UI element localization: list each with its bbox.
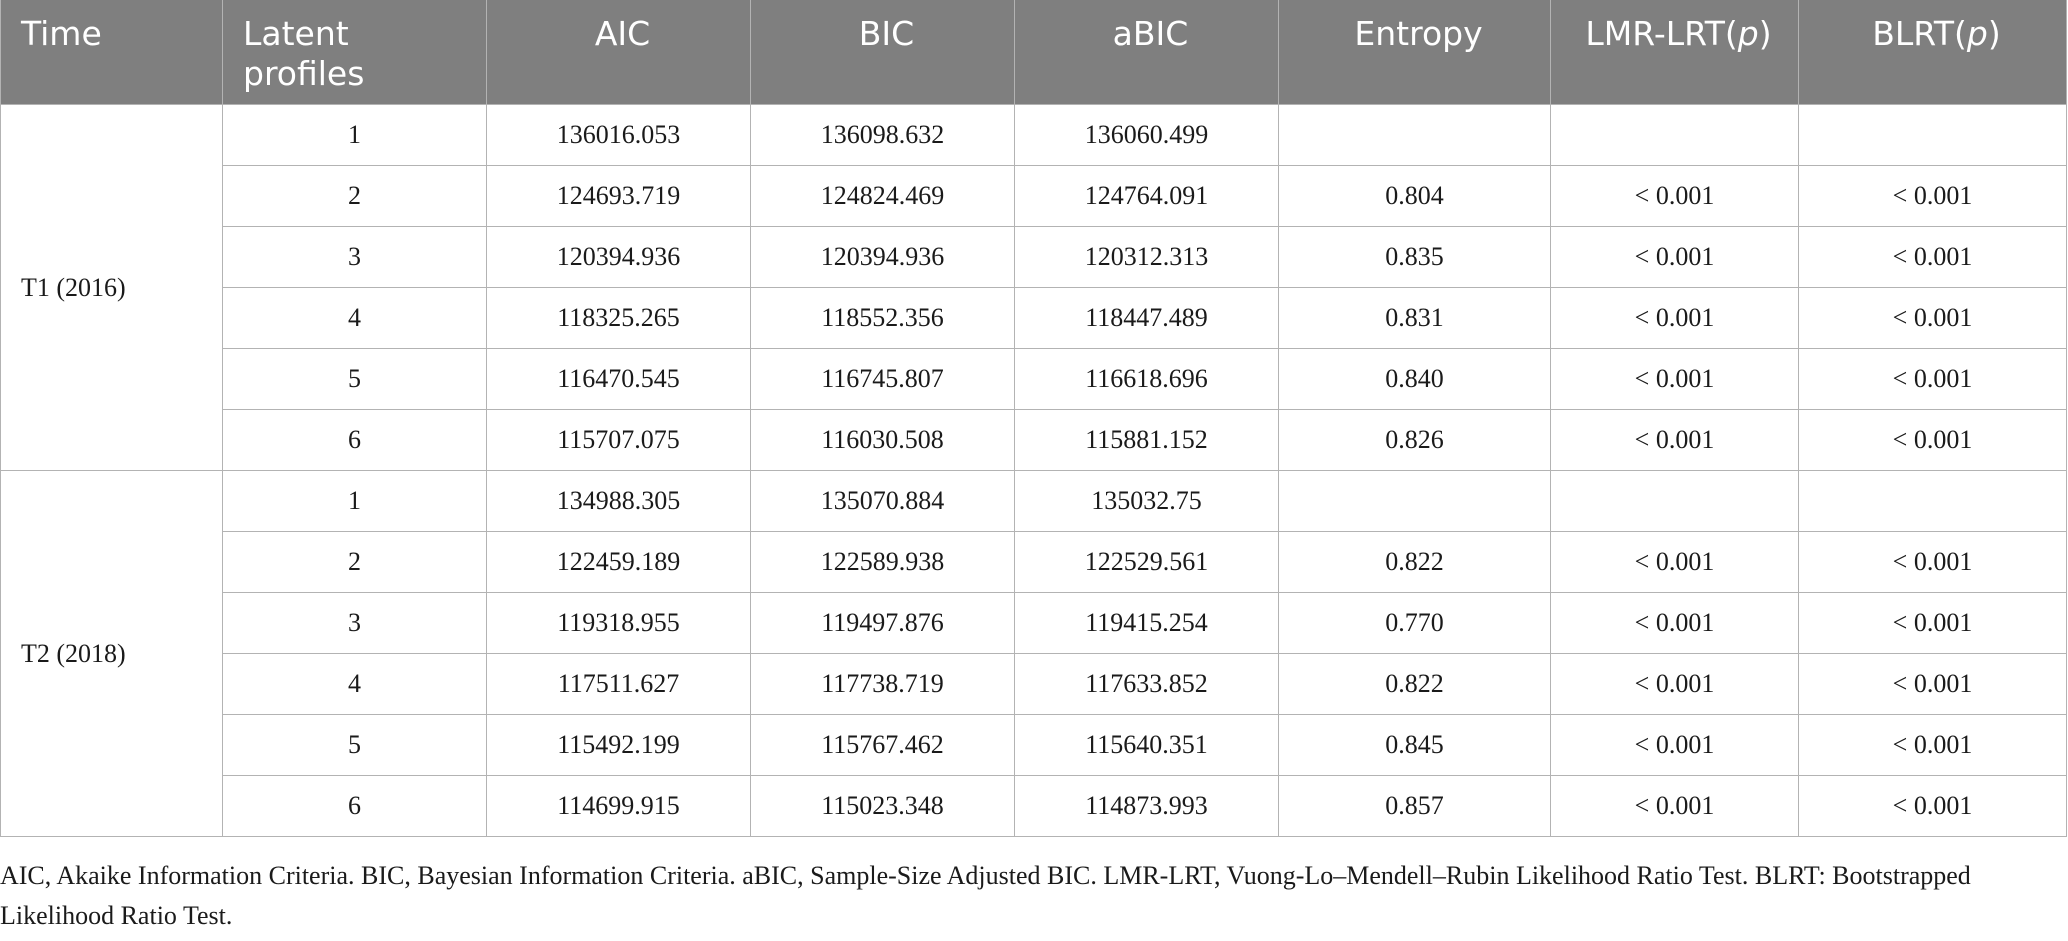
bic-cell: 119497.876 xyxy=(751,593,1015,654)
aic-cell: 136016.053 xyxy=(487,105,751,166)
blrt-cell: < 0.001 xyxy=(1799,349,2067,410)
latent-profiles-cell: 5 xyxy=(223,349,487,410)
entropy-cell xyxy=(1279,471,1551,532)
table-row xyxy=(1,471,2067,532)
table-body xyxy=(1,105,2067,837)
aic-cell: 122459.189 xyxy=(487,532,751,593)
entropy-cell xyxy=(1279,105,1551,166)
blrt-cell xyxy=(1799,471,2067,532)
table-footnote: AIC, Akaike Information Criteria. BIC, Bayesian Information Criteria. aBIC, Sample-Size Adjusted BIC. LMR-LRT, Vuong-Lo–Mendell–Rubin Likelihood Ratio Test. BLRT: Bootstrapped Likelihood Ratio Test. xyxy=(0,861,1971,930)
lmr-lrt-cell xyxy=(1551,105,1799,166)
entropy-cell: 0.831 xyxy=(1279,288,1551,349)
latent-profiles-cell: 4 xyxy=(223,654,487,715)
abic-cell: 116618.696 xyxy=(1015,349,1279,410)
bic-cell: 136098.632 xyxy=(751,105,1015,166)
table-row xyxy=(1,654,2067,715)
lmr-lrt-cell: < 0.001 xyxy=(1551,166,1799,227)
abic-cell: 117633.852 xyxy=(1015,654,1279,715)
latent-profiles-cell: 3 xyxy=(223,227,487,288)
lmr-lrt-cell: < 0.001 xyxy=(1551,349,1799,410)
table-row xyxy=(1,105,2067,166)
abic-cell: 115640.351 xyxy=(1015,715,1279,776)
bic-cell: 124824.469 xyxy=(751,166,1015,227)
header-time: Time xyxy=(1,0,223,105)
abic-cell: 114873.993 xyxy=(1015,776,1279,837)
table-row xyxy=(1,715,2067,776)
lmr-lrt-cell: < 0.001 xyxy=(1551,410,1799,471)
entropy-cell: 0.857 xyxy=(1279,776,1551,837)
aic-cell: 115707.075 xyxy=(487,410,751,471)
table-row xyxy=(1,532,2067,593)
table-row xyxy=(1,227,2067,288)
aic-cell: 118325.265 xyxy=(487,288,751,349)
aic-cell: 119318.955 xyxy=(487,593,751,654)
blrt-cell: < 0.001 xyxy=(1799,288,2067,349)
blrt-cell: < 0.001 xyxy=(1799,593,2067,654)
table-row xyxy=(1,166,2067,227)
table-row xyxy=(1,410,2067,471)
lmr-lrt-cell: < 0.001 xyxy=(1551,715,1799,776)
bic-cell: 118552.356 xyxy=(751,288,1015,349)
aic-cell: 117511.627 xyxy=(487,654,751,715)
blrt-cell: < 0.001 xyxy=(1799,166,2067,227)
latent-profiles-cell: 6 xyxy=(223,410,487,471)
abic-cell: 120312.313 xyxy=(1015,227,1279,288)
latent-profiles-cell: 6 xyxy=(223,776,487,837)
header-entropy: Entropy xyxy=(1279,0,1551,105)
lmr-lrt-cell: < 0.001 xyxy=(1551,227,1799,288)
table-row xyxy=(1,593,2067,654)
latent-profiles-cell: 2 xyxy=(223,166,487,227)
entropy-cell: 0.826 xyxy=(1279,410,1551,471)
latent-profiles-cell: 1 xyxy=(223,105,487,166)
blrt-cell: < 0.001 xyxy=(1799,410,2067,471)
blrt-cell: < 0.001 xyxy=(1799,654,2067,715)
table-row xyxy=(1,288,2067,349)
bic-cell: 116745.807 xyxy=(751,349,1015,410)
lmr-lrt-cell: < 0.001 xyxy=(1551,288,1799,349)
bic-cell: 117738.719 xyxy=(751,654,1015,715)
p-value-symbol: p xyxy=(1966,14,1988,53)
abic-cell: 118447.489 xyxy=(1015,288,1279,349)
header-bic: BIC xyxy=(751,0,1015,105)
entropy-cell: 0.835 xyxy=(1279,227,1551,288)
latent-profiles-cell: 4 xyxy=(223,288,487,349)
lmr-lrt-cell: < 0.001 xyxy=(1551,776,1799,837)
blrt-cell xyxy=(1799,105,2067,166)
abic-cell: 136060.499 xyxy=(1015,105,1279,166)
aic-cell: 134988.305 xyxy=(487,471,751,532)
blrt-cell: < 0.001 xyxy=(1799,776,2067,837)
table-row xyxy=(1,349,2067,410)
aic-cell: 116470.545 xyxy=(487,349,751,410)
entropy-cell: 0.770 xyxy=(1279,593,1551,654)
header-blrt: BLRT(p) xyxy=(1799,0,2067,105)
lmr-lrt-cell: < 0.001 xyxy=(1551,532,1799,593)
entropy-cell: 0.822 xyxy=(1279,532,1551,593)
abic-cell: 124764.091 xyxy=(1015,166,1279,227)
abic-cell: 122529.561 xyxy=(1015,532,1279,593)
latent-profiles-cell: 2 xyxy=(223,532,487,593)
entropy-cell: 0.804 xyxy=(1279,166,1551,227)
blrt-cell: < 0.001 xyxy=(1799,532,2067,593)
blrt-cell: < 0.001 xyxy=(1799,227,2067,288)
lmr-lrt-cell xyxy=(1551,471,1799,532)
latent-profiles-cell: 5 xyxy=(223,715,487,776)
time-cell: T2 (2018) xyxy=(1,471,223,837)
latent-profiles-cell: 3 xyxy=(223,593,487,654)
lmr-lrt-cell: < 0.001 xyxy=(1551,654,1799,715)
bic-cell: 122589.938 xyxy=(751,532,1015,593)
bic-cell: 116030.508 xyxy=(751,410,1015,471)
header-abic: aBIC xyxy=(1015,0,1279,105)
bic-cell: 135070.884 xyxy=(751,471,1015,532)
entropy-cell: 0.840 xyxy=(1279,349,1551,410)
abic-cell: 119415.254 xyxy=(1015,593,1279,654)
time-cell: T1 (2016) xyxy=(1,105,223,471)
header-lmr-lrt: LMR-LRT(p) xyxy=(1551,0,1799,105)
abic-cell: 135032.75 xyxy=(1015,471,1279,532)
aic-cell: 124693.719 xyxy=(487,166,751,227)
header-row xyxy=(1,0,2067,105)
header-latent-profiles: Latent profiles xyxy=(223,0,487,105)
entropy-cell: 0.822 xyxy=(1279,654,1551,715)
p-value-symbol: p xyxy=(1737,14,1759,53)
bic-cell: 120394.936 xyxy=(751,227,1015,288)
abic-cell: 115881.152 xyxy=(1015,410,1279,471)
entropy-cell: 0.845 xyxy=(1279,715,1551,776)
header-aic: AIC xyxy=(487,0,751,105)
latent-profiles-cell: 1 xyxy=(223,471,487,532)
bic-cell: 115023.348 xyxy=(751,776,1015,837)
blrt-cell: < 0.001 xyxy=(1799,715,2067,776)
bic-cell: 115767.462 xyxy=(751,715,1015,776)
table-row xyxy=(1,776,2067,837)
aic-cell: 115492.199 xyxy=(487,715,751,776)
aic-cell: 114699.915 xyxy=(487,776,751,837)
aic-cell: 120394.936 xyxy=(487,227,751,288)
lmr-lrt-cell: < 0.001 xyxy=(1551,593,1799,654)
